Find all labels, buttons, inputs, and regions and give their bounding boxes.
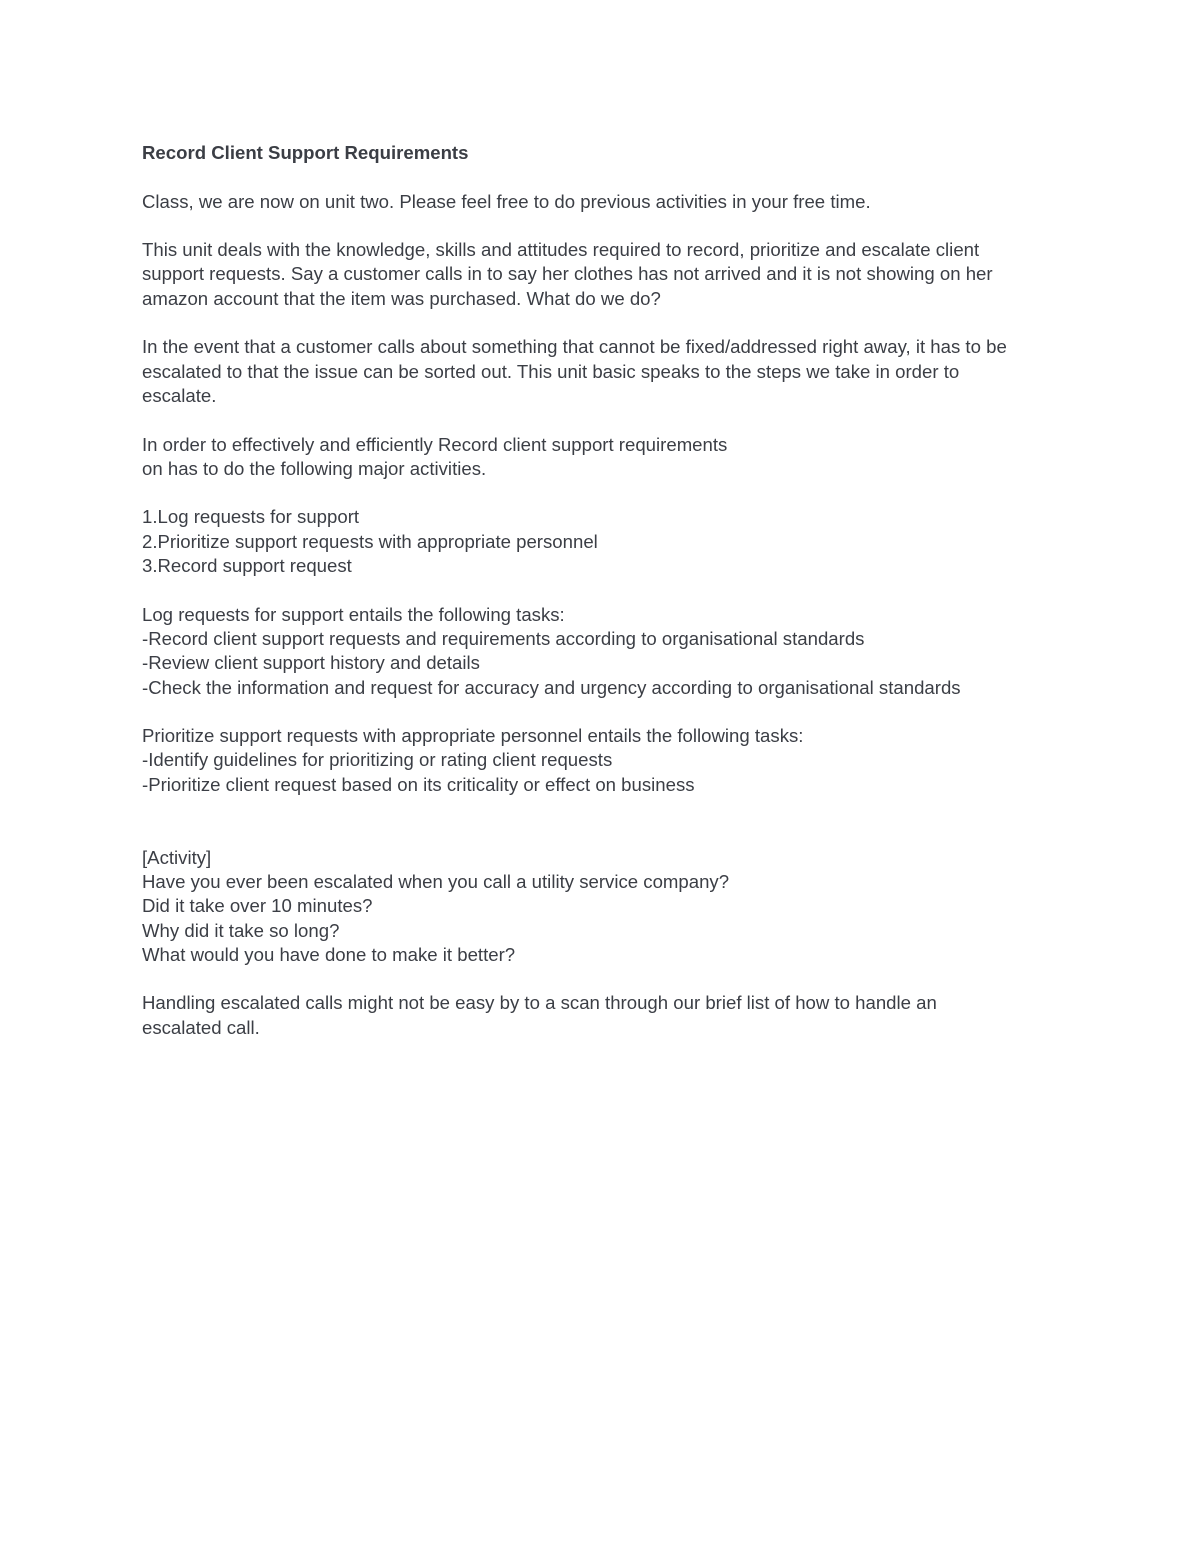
task-item: -Identify guidelines for prioritizing or rating client requests <box>142 749 613 771</box>
blank-line <box>142 821 1072 845</box>
unit-description-line: amazon account that the item was purchased. What do we do? <box>142 287 661 309</box>
intro-paragraph <box>142 190 1072 214</box>
unit-description-paragraph <box>142 238 1072 311</box>
escalation-line: escalate. <box>142 384 217 406</box>
activity-question: Did it take over 10 minutes? <box>142 895 373 917</box>
list-item: 3.Record support request <box>142 555 352 577</box>
list-item: 1.Log requests for support <box>142 506 360 528</box>
activity-label: [Activity] <box>142 846 212 868</box>
task-item: -Prioritize client request based on its criticality or effect on business <box>142 773 695 795</box>
prioritize-requests-section <box>142 724 1072 797</box>
activity-question: What would you have done to make it better? <box>142 943 516 965</box>
escalation-paragraph <box>142 335 1072 408</box>
unit-description-line: support requests. Say a customer calls in to say her clothes has not arrived and it is not showing on her <box>142 263 993 285</box>
escalation-line: In the event that a customer calls about something that cannot be fixed/addressed right away, it has to be <box>142 336 1007 358</box>
activity-question: Why did it take so long? <box>142 919 340 941</box>
closing-line: Handling escalated calls might not be easy by to a scan through our brief list of how to handle an <box>142 992 937 1014</box>
activity-question: Have you ever been escalated when you call a utility service company? <box>142 870 730 892</box>
list-item: 2.Prioritize support requests with appropriate personnel <box>142 530 598 552</box>
unit-description-line: This unit deals with the knowledge, skills and attitudes required to record, prioritize and escalate client <box>142 239 980 261</box>
task-item: -Check the information and request for accuracy and urgency according to organisational standards <box>142 676 961 698</box>
task-item: -Review client support history and details <box>142 652 480 674</box>
activities-intro-paragraph <box>142 433 1072 482</box>
section-heading: Log requests for support entails the following tasks: <box>142 603 565 625</box>
activities-intro-line: on has to do the following major activities. <box>142 457 487 479</box>
document-body <box>142 141 1072 1064</box>
closing-line: escalated call. <box>142 1016 260 1038</box>
section-heading: Prioritize support requests with appropriate personnel entails the following tasks: <box>142 725 804 747</box>
escalation-line: escalated to that the issue can be sorted out. This unit basic speaks to the steps we take in order to <box>142 360 960 382</box>
major-activities-list <box>142 505 1072 578</box>
activities-intro-line: In order to effectively and efficiently Record client support requirements <box>142 433 728 455</box>
task-item: -Record client support requests and requirements according to organisational standards <box>142 627 865 649</box>
log-requests-section <box>142 603 1072 700</box>
document-title: Record Client Support Requirements <box>142 142 469 163</box>
intro-line: Class, we are now on unit two. Please feel free to do previous activities in your free time. <box>142 190 871 212</box>
activity-section <box>142 846 1072 967</box>
closing-paragraph <box>142 991 1072 1040</box>
